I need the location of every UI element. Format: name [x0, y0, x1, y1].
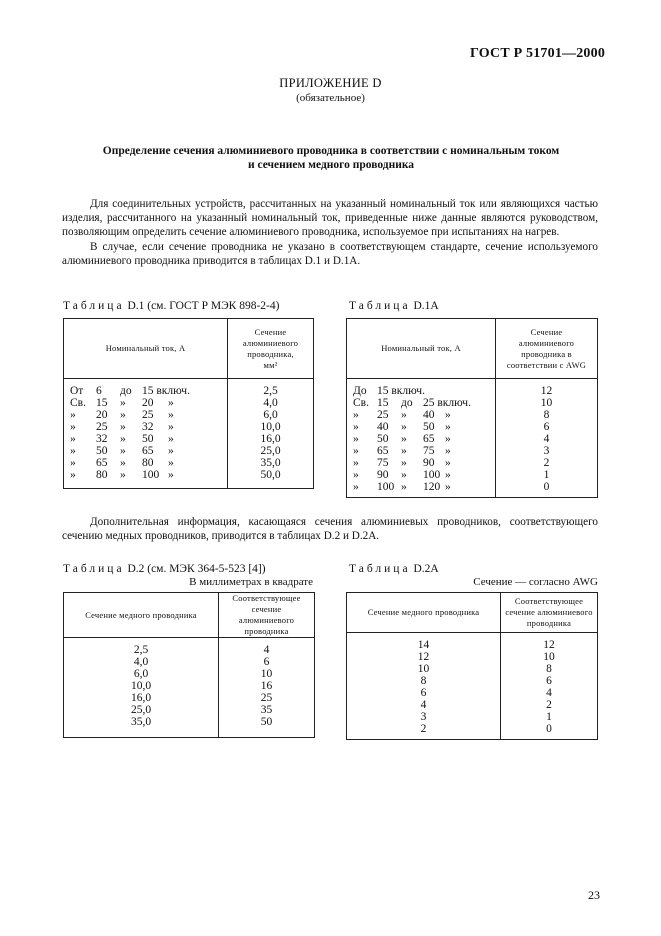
section-value: 0 [543, 481, 550, 493]
range-c: » [120, 409, 126, 421]
table-d1-caption [63, 300, 279, 312]
intro-paragraph-2: В случае, если сечение проводника не указано в соответствующем стандарте, сечение используемого алюминиевого проводника приводится в таблицах D.1 и D.1A. [62, 240, 598, 267]
alu-column [501, 633, 598, 740]
range-d: 25 включ. [423, 397, 471, 409]
table-d1 [63, 318, 314, 489]
copper-value: 10,0 [130, 680, 152, 692]
intro-paragraph-1: Для соединительных устройств, рассчитанных на указанный номинальный ток или являющихся частью изделия, рассчитанного на указанный номинальный ток, приведенные ниже данные являются руководством, позволяющим определить сечение алюминиевого проводника, используемое при испытаниях на нагрев. [62, 198, 598, 239]
header-copper: Сечение медного проводника [64, 593, 219, 638]
range-row [353, 421, 495, 433]
header-current: Номинальный ток, А [64, 319, 228, 379]
copper-value: 8 [420, 675, 427, 687]
range-b: 32 [96, 433, 108, 445]
section-value: 2 [543, 457, 550, 469]
alu-value: 2 [546, 699, 552, 711]
range-c: » [120, 421, 126, 433]
range-a: » [70, 469, 76, 481]
range-a: » [70, 421, 76, 433]
copper-value: 12 [417, 651, 430, 663]
current-column [347, 379, 496, 498]
section-value: 16,0 [260, 433, 281, 445]
range-a: » [70, 409, 76, 421]
range-c: » [120, 469, 126, 481]
range-row [353, 457, 495, 469]
section-column [228, 379, 314, 489]
table-d1a-caption [349, 300, 439, 312]
range-a: » [70, 433, 76, 445]
range-a: » [353, 409, 359, 421]
range-b: 20 [96, 409, 108, 421]
alu-column [219, 638, 315, 738]
alu-value: 6 [546, 675, 552, 687]
alu-value: 16 [260, 680, 273, 692]
alu-value: 35 [260, 704, 273, 716]
range-a: » [353, 445, 359, 457]
range-row [70, 469, 227, 481]
extra-paragraph: Дополнительная информация, касающаяся сечения алюминиевых проводников, соответствующего сечению медных проводников, приводится в таблицах D.2 и D.2A. [62, 516, 598, 543]
range-a: » [353, 421, 359, 433]
range-row [70, 397, 227, 409]
range-d: 65 [423, 433, 435, 445]
alu-value: 8 [546, 663, 552, 675]
section-value: 4,0 [263, 397, 278, 409]
table-d2a-caption-rest: D.2A [413, 563, 439, 575]
range-e: » [445, 481, 451, 493]
range-b: 50 [377, 433, 389, 445]
header-alu: Соответствующее сечение алюминиевого проводника [501, 593, 598, 633]
range-b: 15 включ. [377, 385, 425, 397]
table-d1-caption-rest: D.1 (см. ГОСТ Р МЭК 898-2-4) [127, 300, 280, 312]
range-row [353, 433, 495, 445]
range-c: » [401, 445, 407, 457]
range-a: Св. [353, 397, 369, 409]
copper-value: 4 [420, 699, 427, 711]
range-b: 90 [377, 469, 389, 481]
copper-value: 10 [417, 663, 430, 675]
table-d2a-unit: Сечение — согласно AWG [473, 576, 598, 588]
range-b: 40 [377, 421, 389, 433]
range-d: 50 [142, 433, 154, 445]
section-value: 6,0 [263, 409, 278, 421]
range-row [353, 385, 495, 397]
copper-value: 35,0 [130, 716, 152, 728]
range-c: » [120, 397, 126, 409]
section-value: 6 [543, 421, 550, 433]
range-b: 80 [96, 469, 108, 481]
table-word: Таблица [63, 563, 125, 575]
alu-value: 6 [263, 656, 270, 668]
range-c: » [120, 457, 126, 469]
range-b: 65 [377, 445, 389, 457]
range-e: » [168, 457, 174, 469]
page-number: 23 [588, 888, 600, 902]
range-e: » [445, 421, 451, 433]
range-d: 90 [423, 457, 435, 469]
copper-value: 3 [420, 711, 427, 723]
header-current: Номинальный ток, А [347, 319, 496, 379]
copper-value: 4,0 [133, 656, 149, 668]
range-a: » [353, 481, 359, 493]
section-value: 10,0 [260, 421, 281, 433]
copper-column [347, 633, 501, 740]
section-heading [80, 144, 582, 172]
copper-column [64, 638, 219, 738]
range-a: До [353, 385, 367, 397]
range-row [353, 469, 495, 481]
alu-value: 10 [543, 651, 555, 663]
range-row [70, 433, 227, 445]
table-d2a-caption [349, 563, 439, 575]
copper-value: 14 [417, 639, 430, 651]
range-row [70, 445, 227, 457]
section-value: 4 [543, 433, 550, 445]
range-b: 25 [377, 409, 389, 421]
range-d: 32 [142, 421, 154, 433]
appendix-subtitle: (обязательное) [296, 92, 365, 104]
range-row [70, 385, 227, 397]
header-alu: Соответствующее сечение алюминиевого проводника [219, 593, 315, 638]
table-d2-caption [63, 563, 266, 575]
range-row [70, 409, 227, 421]
range-row [353, 409, 495, 421]
table-d2 [63, 592, 315, 738]
range-c: » [401, 409, 407, 421]
range-b: 100 [377, 481, 395, 493]
range-d: 20 [142, 397, 154, 409]
range-d: 120 [423, 481, 441, 493]
range-b: 15 [377, 397, 389, 409]
range-b: 25 [96, 421, 108, 433]
range-b: 6 [96, 385, 102, 397]
range-a: От [70, 385, 84, 397]
section-value: 35,0 [260, 457, 281, 469]
table-d2a [346, 592, 598, 740]
range-c: до [120, 385, 132, 397]
range-e: » [445, 445, 451, 457]
copper-value: 16,0 [130, 692, 152, 704]
range-e: » [168, 421, 174, 433]
range-d: 100 [142, 469, 160, 481]
section-value: 2,5 [263, 385, 278, 397]
alu-value: 0 [546, 723, 552, 735]
alu-value: 12 [543, 639, 555, 651]
range-c: » [401, 433, 407, 445]
section-column [496, 379, 598, 498]
range-c: » [401, 421, 407, 433]
copper-value: 2 [420, 723, 427, 735]
range-a: » [353, 433, 359, 445]
copper-value: 25,0 [130, 704, 152, 716]
range-e: » [168, 445, 174, 457]
range-e: » [168, 397, 174, 409]
table-d2-caption-rest: D.2 (см. МЭК 364-5-523 [4]) [127, 563, 266, 575]
range-e: » [445, 457, 451, 469]
range-row [353, 445, 495, 457]
range-e: » [445, 433, 451, 445]
range-c: до [401, 397, 413, 409]
range-d: 40 [423, 409, 435, 421]
table-d1a-caption-rest: D.1A [413, 300, 439, 312]
range-d: 75 [423, 445, 435, 457]
table-word: Таблица [349, 563, 411, 575]
range-e: » [168, 433, 174, 445]
table-d1a [346, 318, 598, 498]
alu-value: 1 [546, 711, 552, 723]
standard-number: ГОСТ Р 51701—2000 [470, 46, 606, 61]
range-d: 65 [142, 445, 154, 457]
extra-text [62, 515, 598, 543]
alu-value: 50 [260, 716, 273, 728]
range-c: » [401, 469, 407, 481]
table-word: Таблица [63, 300, 125, 312]
header-copper: Сечение медного проводника [347, 593, 501, 633]
range-b: 75 [377, 457, 389, 469]
range-e: » [445, 409, 451, 421]
section-value: 1 [543, 469, 550, 481]
range-a: Св. [70, 397, 86, 409]
range-row [70, 421, 227, 433]
range-e: » [168, 409, 174, 421]
range-b: 50 [96, 445, 108, 457]
section-value: 3 [543, 445, 550, 457]
table-d2-unit: В миллиметрах в квадрате [189, 576, 313, 588]
header-section-text: Сечение алюминиевого проводника в соответствии с AWG [506, 326, 587, 370]
heading-line-2: и сечением медного проводника [247, 159, 415, 171]
range-a: » [353, 469, 359, 481]
copper-value: 2,5 [133, 644, 149, 656]
range-a: » [353, 457, 359, 469]
range-c: » [401, 481, 407, 493]
range-d: 15 включ. [142, 385, 190, 397]
range-d: 25 [142, 409, 154, 421]
section-value: 50,0 [260, 469, 281, 481]
appendix-title: ПРИЛОЖЕНИЕ D [279, 76, 382, 90]
range-b: 15 [96, 397, 108, 409]
range-d: 80 [142, 457, 154, 469]
range-row [353, 397, 495, 409]
range-b: 65 [96, 457, 108, 469]
copper-value: 6 [420, 687, 427, 699]
section-value: 25,0 [260, 445, 281, 457]
range-d: 100 [423, 469, 441, 481]
header-section [496, 319, 598, 379]
alu-value: 10 [260, 668, 273, 680]
alu-value: 4 [546, 687, 552, 699]
section-value: 12 [540, 385, 553, 397]
range-e: » [168, 469, 174, 481]
header-section [228, 319, 314, 379]
alu-value: 4 [263, 644, 270, 656]
range-c: » [401, 457, 407, 469]
range-c: » [120, 445, 126, 457]
range-e: » [445, 469, 451, 481]
section-value: 8 [543, 409, 550, 421]
alu-value: 25 [260, 692, 273, 704]
table-word: Таблица [349, 300, 411, 312]
range-c: » [120, 433, 126, 445]
range-a: » [70, 445, 76, 457]
section-value: 10 [540, 397, 553, 409]
heading-line-1: Определение сечения алюминиевого проводника в соответствии с номинальным током [102, 145, 560, 157]
header-section-text: Сечение алюминиевого проводника, мм² [242, 326, 299, 370]
range-row [353, 481, 495, 493]
copper-value: 6,0 [133, 668, 149, 680]
range-a: » [70, 457, 76, 469]
range-d: 50 [423, 421, 435, 433]
intro-text [62, 197, 598, 268]
current-column [64, 379, 228, 489]
range-row [70, 457, 227, 469]
